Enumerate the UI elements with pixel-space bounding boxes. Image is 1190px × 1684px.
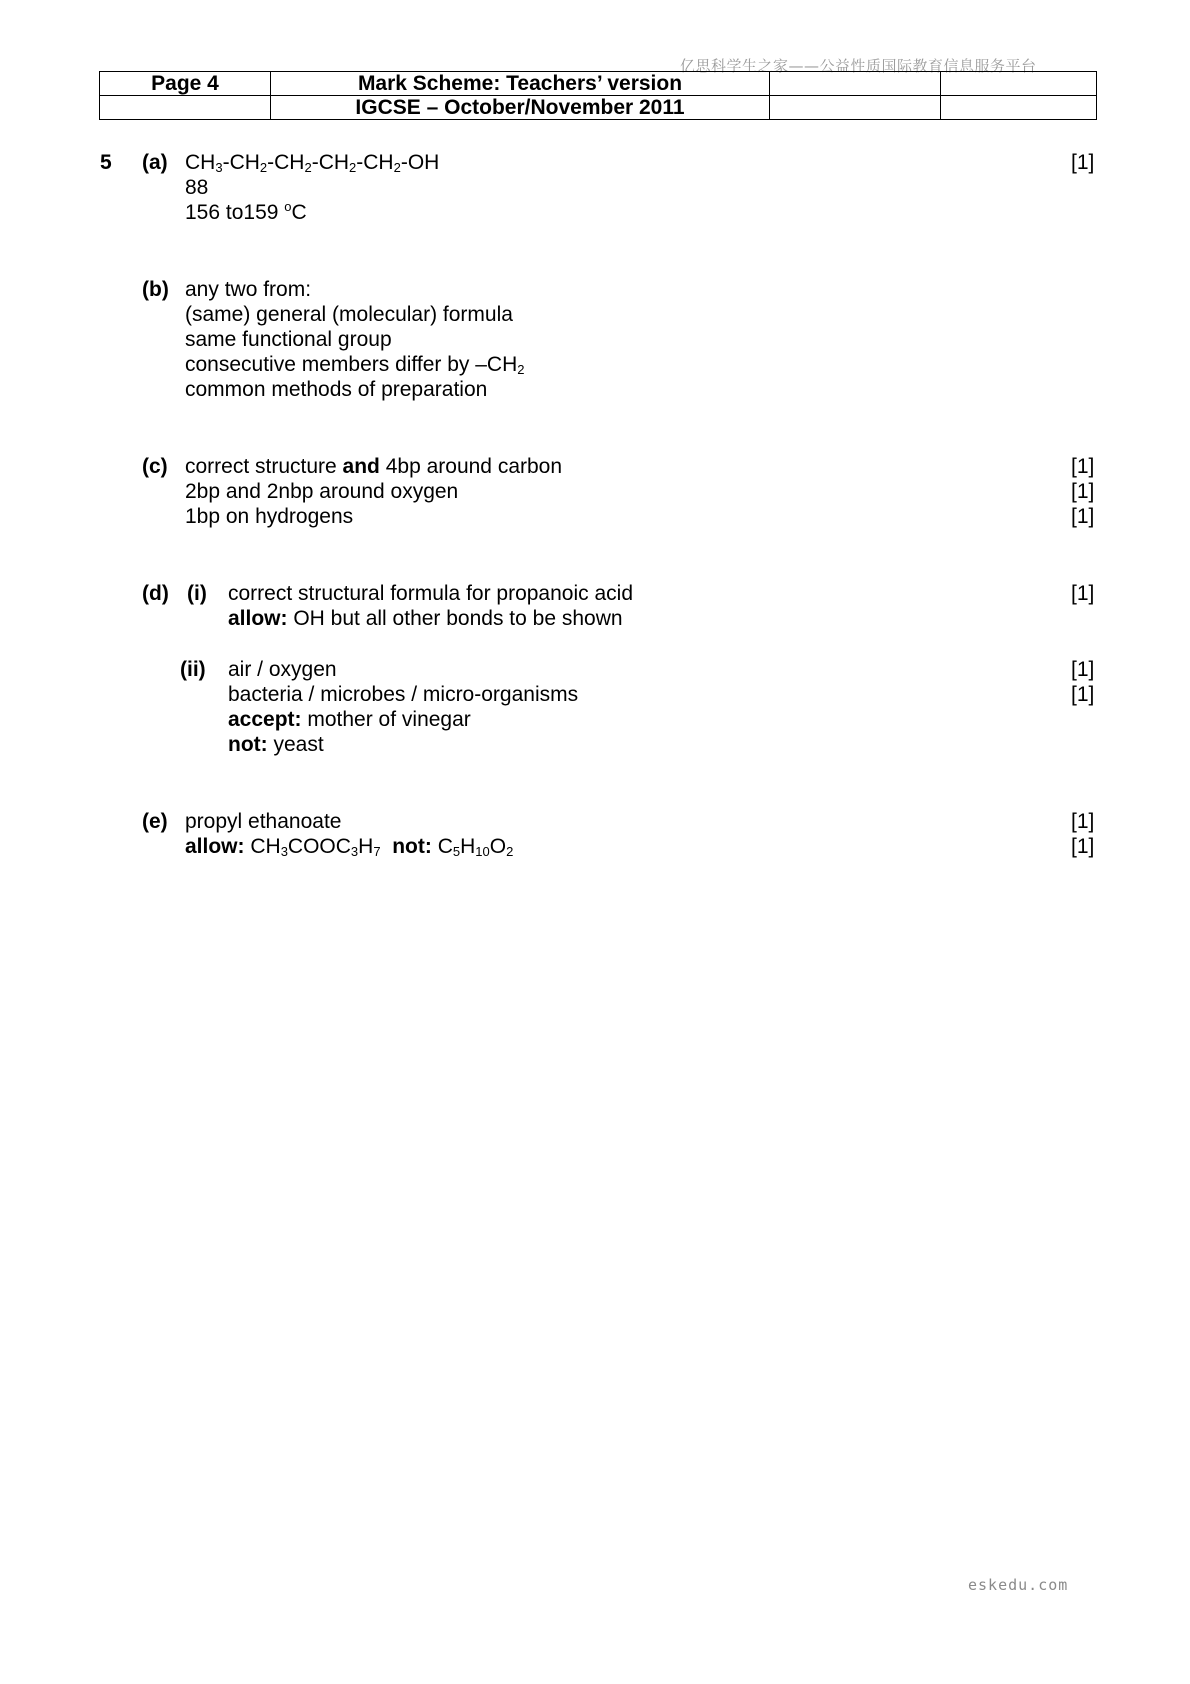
header-empty-5 (941, 96, 1097, 120)
header-empty-3 (100, 96, 271, 120)
part-b-line2: (same) general (molecular) formula (185, 303, 513, 326)
formula-text: CH (244, 835, 281, 858)
formula-text: -CH (311, 151, 350, 174)
part-d-ii-mark-1: [1] (1071, 658, 1095, 681)
part-b-line3: same functional group (185, 328, 392, 351)
part-e-line2 (185, 834, 513, 859)
formula-subscript: 3 (215, 160, 223, 175)
part-d-ii-line2: bacteria / microbes / micro-organisms (228, 683, 579, 706)
part-c-bold: and (342, 455, 380, 478)
part-e-label: (e) (142, 810, 168, 833)
formula-subscript: 3 (280, 844, 288, 859)
degree-superscript: o (284, 199, 292, 214)
part-d-i-bold: allow: (228, 607, 288, 630)
part-d-i-mark: [1] (1071, 582, 1095, 605)
part-c-mark-2: [1] (1071, 480, 1095, 503)
part-d-ii-label: (ii) (180, 658, 206, 681)
formula-subscript: 2 (393, 160, 401, 175)
part-d-ii-line3 (228, 707, 471, 732)
formula-subscript: 5 (452, 844, 461, 859)
part-d-ii-bold: not: (228, 733, 268, 756)
part-d-i-line1: correct structural formula for propanoic acid (228, 582, 633, 605)
formula-subscript: 3 (350, 844, 359, 859)
formula-text: COOC (287, 835, 351, 858)
part-b-label: (b) (142, 278, 169, 301)
part-d-ii-mark-2: [1] (1071, 683, 1095, 706)
header-title: Mark Scheme: Teachers’ version (271, 72, 770, 96)
part-a-label: (a) (142, 151, 168, 174)
part-d-label: (d) (142, 582, 169, 605)
part-e-not-bold: not: (392, 835, 432, 858)
formula-text: -OH (400, 151, 440, 174)
header-empty-1 (770, 72, 941, 96)
temperature-unit: C (291, 201, 307, 224)
part-d-ii-line1: air / oxygen (228, 658, 337, 681)
header-empty-4 (770, 96, 941, 120)
formula-subscript: 2 (259, 160, 268, 175)
formula-text: H (460, 835, 476, 858)
formula-text: -CH (356, 151, 394, 174)
formula-text: -CH (222, 151, 260, 174)
part-d-ii-bold: accept: (228, 708, 302, 731)
part-d-ii-line4 (228, 732, 324, 757)
part-d-i-text: OH but all other bonds to be shown (287, 607, 623, 630)
part-b-line4-text: consecutive members differ by –CH (185, 353, 518, 376)
header-exam: IGCSE – October/November 2011 (271, 96, 770, 120)
formula-text: C (431, 835, 453, 858)
formula-text: -CH (267, 151, 305, 174)
formula-subscript: 2 (506, 844, 514, 859)
part-d-i-label: (i) (187, 582, 207, 605)
part-e-allow-bold: allow: (185, 835, 245, 858)
part-e-mark-2: [1] (1071, 835, 1095, 858)
part-d-ii-text: yeast (267, 733, 324, 756)
question-number: 5 (100, 151, 112, 174)
part-c-mark-3: [1] (1071, 505, 1095, 528)
formula-text: H (358, 835, 374, 858)
watermark-top: 亿思科学生之家——公益性质国际教育信息服务平台 (680, 57, 1037, 75)
formula-text: O (489, 835, 507, 858)
part-c-line3: 1bp on hydrogens (185, 505, 354, 528)
part-c-text: correct structure (185, 455, 343, 478)
part-b-subscript: 2 (517, 362, 525, 377)
part-b-line4 (185, 352, 524, 377)
part-d-i-line2 (228, 606, 623, 631)
part-c-line2: 2bp and 2nbp around oxygen (185, 480, 459, 503)
temperature-text: 156 to159 (185, 201, 285, 224)
part-c-label: (c) (142, 455, 168, 478)
part-d-ii-text: mother of vinegar (301, 708, 471, 731)
part-a-line2: 88 (185, 176, 209, 199)
formula-subscript: 2 (304, 160, 312, 175)
part-c-line1 (185, 454, 562, 479)
part-a-line3 (185, 200, 307, 225)
part-a-mark: [1] (1071, 151, 1095, 174)
part-b-line5: common methods of preparation (185, 378, 488, 401)
part-a-formula (185, 150, 439, 175)
part-e-mark-1: [1] (1071, 810, 1095, 833)
part-c-text: 4bp around carbon (379, 455, 563, 478)
header-empty-2 (941, 72, 1097, 96)
formula-text: CH (185, 151, 216, 174)
part-e-line1: propyl ethanoate (185, 810, 342, 833)
formula-subscript: 2 (349, 160, 357, 175)
part-b-line1: any two from: (185, 278, 312, 301)
formula-subscript: 7 (373, 844, 381, 859)
formula-subscript: 10 (475, 844, 490, 859)
part-c-mark-1: [1] (1071, 455, 1095, 478)
watermark-bottom: eskedu.com (968, 1576, 1069, 1594)
header-page: Page 4 (100, 72, 271, 96)
header-table (99, 71, 1097, 120)
